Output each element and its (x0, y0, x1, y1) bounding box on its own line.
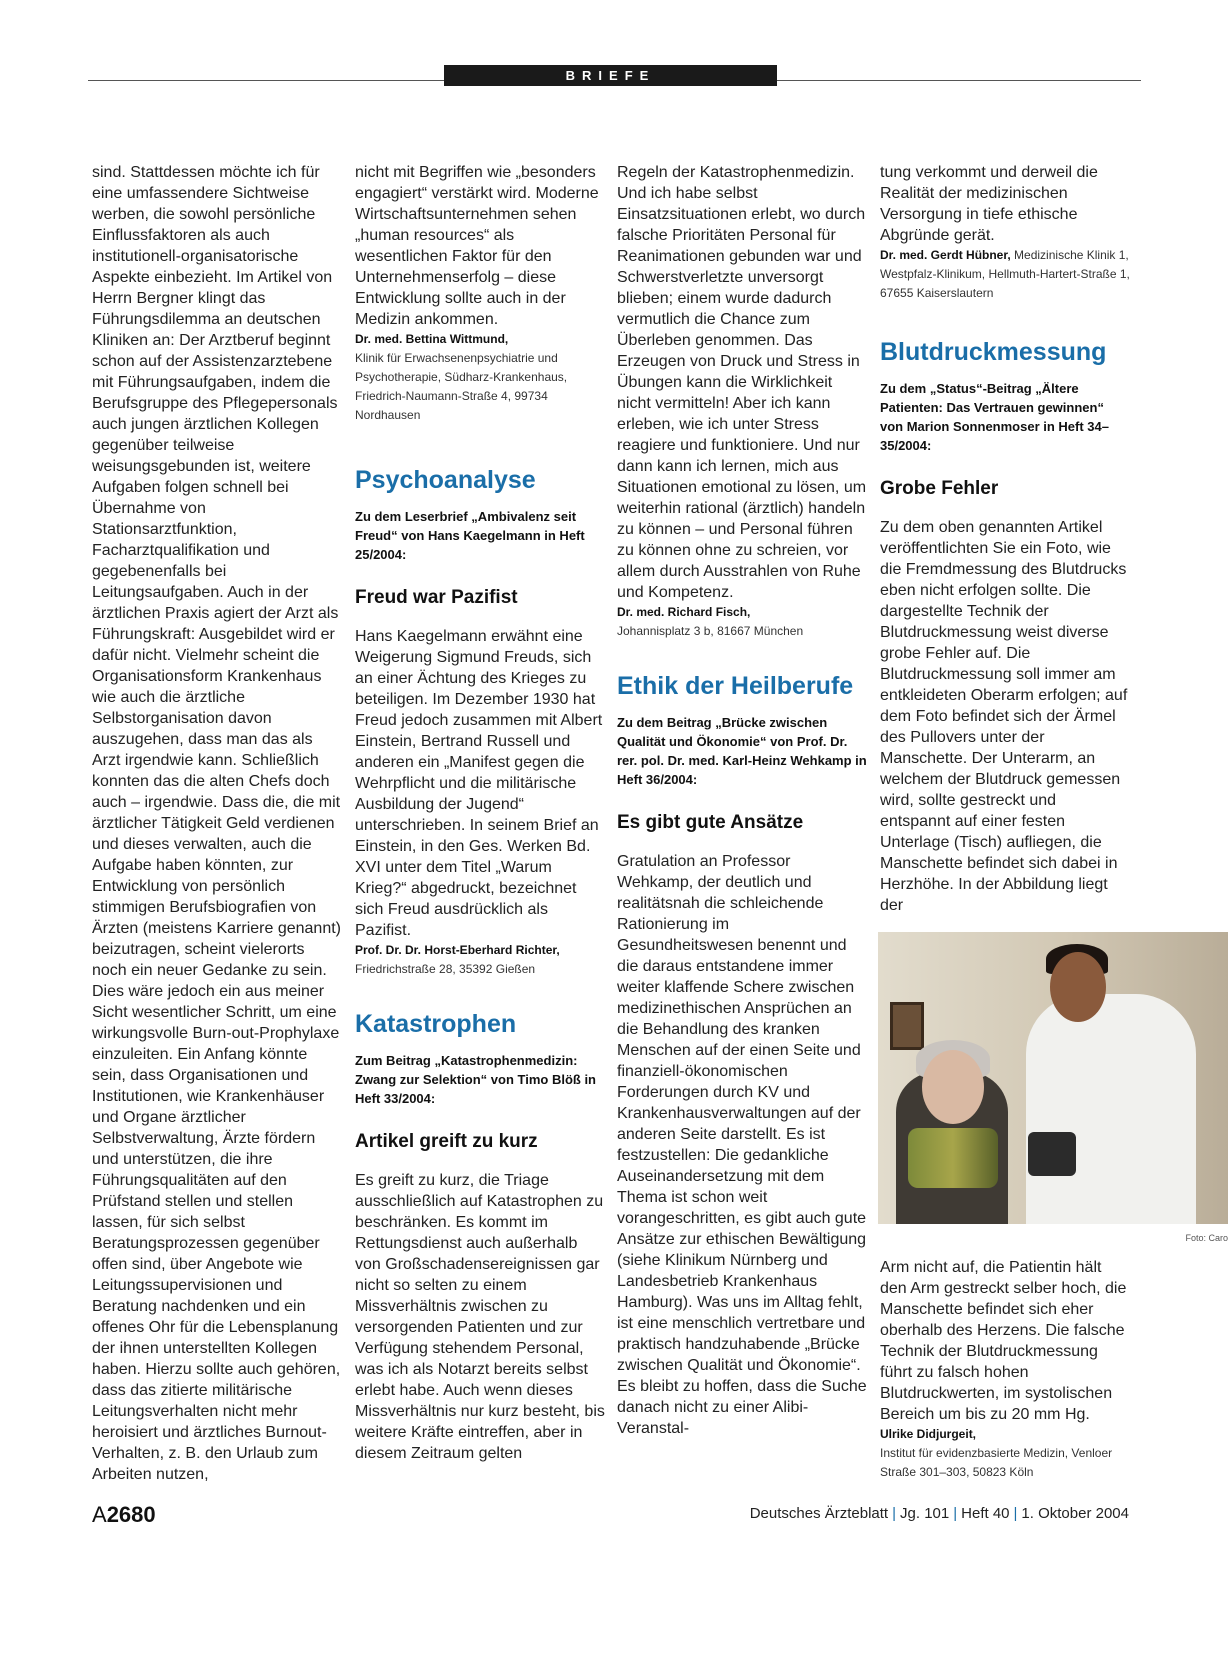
body-text: nicht mit Begriffen wie „besonders engagiert“ verstärkt wird. Moderne Wirtschaftsunternehmen sehen „human resources“ als wesentlichen Faktor für den Unternehmenserfolg – diese Entwicklung sollte auch in der Medizin ankommen. (355, 164, 599, 328)
page-number-value: 2680 (106, 1502, 156, 1527)
author-address: Klinik für Erwachsenenpsychiatrie und Psychotherapie, Südharz-Krankenhaus, Friedrich-Naumann-Straße 4, 99734 Nordhausen (355, 351, 568, 422)
blood-pressure-photo (878, 932, 1228, 1224)
journal-volume: Jg. 101 (900, 1505, 950, 1522)
author-name: Dr. med. Richard Fisch, (617, 605, 751, 619)
letter-author (355, 330, 605, 425)
reference-line: Zu dem Leserbrief „Ambivalenz seit Freud“ von Hans Kaegelmann in Heft 25/2004: (355, 509, 585, 562)
column-2 (355, 162, 605, 1464)
body-text: Regeln der Katastrophenmedizin. Und ich habe selbst Einsatzsituationen erlebt, wo durch falsche Prioritäten Personal für Reanimationen gebunden war und Schwerstverletzte unversorgt blieben; einem wurde dadurch vermutlich die Chance zum Überleben genommen. Das Erzeugen von Druck und Stress in Übungen kann die Wirklichkeit nicht vermitteln! Aber ich kann erleben, wie ich unter Stress reagiere und funktioniere. Und nur dann kann ich lernen, mich aus Situationen emotional zu lösen, um weiterhin rational (ärztlich) handeln zu können – und Personal führen zu können ohne zu schreien, vor allem durch Ausstrahlen von Ruhe und Kompetenz. (617, 164, 867, 601)
journal-name: Deutsches Ärzteblatt (749, 1505, 889, 1522)
author-name: Prof. Dr. Dr. Horst-Eberhard Richter, (355, 943, 560, 957)
column-1 (92, 162, 342, 1485)
letter-author (617, 603, 867, 641)
journal-footer: Deutsches Ärzteblatt | Jg. 101 | Heft 40 | 1. Oktober 2004 (749, 1505, 1129, 1522)
body-text: tung verkommt und derweil die Realität der medizinischen Versorgung in tiefe ethische Abgründe gerät. (880, 164, 1098, 244)
author-address: Friedrichstraße 28, 35392 Gießen (355, 962, 536, 976)
column-3 (617, 162, 867, 1439)
body-text: Arm nicht auf, die Patientin hält den Arm gestreckt selber hoch, die Manschette befindet sich eher oberhalb des Herzens. Die falsche Technik der Blutdruckmessung führt zu falsch hohen Blutdruckwerten, im systolischen Bereich um bis zu 20 mm Hg. (880, 1259, 1127, 1423)
section-title: Katastrophen (355, 1010, 517, 1038)
photo-credit: Foto: Caro (1185, 1233, 1228, 1243)
page-prefix: A (92, 1502, 107, 1527)
body-text: Hans Kaegelmann erwähnt eine Weigerung Sigmund Freuds, sich an einer Ächtung des Krieges zu beteiligen. Im Dezember 1930 hat Freud jedoch zusammen mit Albert Einstein, Bertrand Russell und anderen ein „Manifest gegen die Wehrpflicht und die militärische Ausbildung der Jugend“ unterschrieben. In seinem Brief an Einstein, in den Ges. Werken Bd. XVI unter dem Titel „Warum Krieg?“ abgedruckt, bezeichnet sich Freud ausdrücklich als Pazifist. (355, 628, 603, 939)
letter-author (355, 941, 605, 979)
body-text: sind. Stattdessen möchte ich für eine umfassendere Sichtweise werben, die sowohl persönliche Einflussfaktoren als auch institutionell-organisatorische Aspekte einbezieht. Im Artikel von Herrn Bergner klingt das Führungsdilemma an deutschen Kliniken an: Der Arztberuf beginnt schon auf der Assistenzarztebene mit Führungsaufgaben, indem die Berufsgruppe des Pflegepersonals auch jungen ärztlichen Kollegen gegenüber teilweise weisungsgebunden ist, weitere Aufgaben folgen schnell bei Übernahme von Stationsarztfunktion, Facharztqualifikation und gegebenenfalls bei Leitungsaufgaben. Auch in der ärztlichen Praxis agiert der Arzt als Führungskraft: Ausgebildet wird er dafür nicht. Vielmehr scheint die Organisationsform Krankenhaus wie auch die ärztliche Selbstorganisation davon auszugehen, dass man das als Arzt irgendwie kann. Schließlich konnten das die alten Chefs doch auch – irgendwie. Dass die, die mit ärztlicher Tätigkeit Geld verdienen und dieses verwalten, auch die Aufgabe haben könnten, zur Entwicklung von persönlich stimmigen Berufsbiografien von Ärzten (meistens Karriere genannt) beizutragen, scheint vielerorts noch ein neuer Gedanke zu sein. Dies wäre jedoch ein aus meiner Sicht wesentlicher Schritt, um eine wirkungsvolle Burn-out-Prophylaxe einzuleiten. Ein Anfang könnte sein, dass Organisationen und Institutionen, wie Krankenhäuser und Organe ärztlicher Selbstverwaltung, Ärzte fördern und unterstützen, die ihre Führungsqualitäten auf den Prüfstand stellen und stellen lassen, für sich selbst Beratungsprozessen gegenüber offen sind, über Angebote wie Leitungssupervisionen und Beratung nachdenken und ein offenes Ohr für die Lebensplanung der ihnen unterstellten Kollegen haben. Hierzu sollte auch gehören, dass das zitierte militärische Leitungsverhalten nicht mehr heroisiert und ärztliches Burnout-Verhalten, z. B. den Urlaub zum Arbeiten nutzen, (92, 164, 341, 1483)
author-address: Johannisplatz 3 b, 81667 München (617, 624, 804, 638)
section-title: Blutdruckmessung (880, 338, 1107, 366)
letter-subhead: Es gibt gute Ansätze (617, 812, 804, 833)
author-address: Medizinische Klinik 1, Westpfalz-Klinikum, Hellmuth-Hartert-Straße 1, 67655 Kaiserslautern (880, 248, 1130, 300)
section-title: Psychoanalyse (355, 466, 536, 494)
letter-author (880, 1425, 1130, 1482)
body-text: Gratulation an Professor Wehkamp, der deutlich und realitätsnah die schleichende Rationierung im Gesundheitswesen benennt und die daraus entstandene immer weiter klaffende Schere zwischen medizinethischen Ansprüchen an die Behandlung des kranken Menschen auf der einen Seite und finanziell-ökonomischen Forderungen durch KV und Krankenhausverwaltungen auf der anderen Seite darstellt. Es ist festzustellen: Die gedankliche Auseinandersetzung mit dem Thema ist schon weit vorangeschritten, es gibt auch gute Ansätze zur ethischen Bewältigung (siehe Klinikum Nürnberg und Landesbetrieb Krankenhaus Hamburg). Was uns im Alltag fehlt, ist eine menschlich vertretbare und praktisch handzuhabende „Brücke zwischen Qualität und Ökonomie“. Es bleibt zu hoffen, dass die Suche danach nicht zu einer Alibi-Veranstal- (617, 853, 867, 1437)
journal-issue: Heft 40 (961, 1505, 1010, 1522)
author-address: Institut für evidenzbasierte Medizin, Venloer Straße 301–303, 50823 Köln (880, 1446, 1113, 1479)
section-title: Ethik der Heilberufe (617, 672, 854, 700)
reference-line: Zu dem Beitrag „Brücke zwischen Qualität und Ökonomie“ von Prof. Dr. rer. pol. Dr. med. Karl-Heinz Wehkamp in Heft 36/2004: (617, 715, 867, 787)
reference-line: Zu dem „Status“-Beitrag „Ältere Patienten: Das Vertrauen gewinnen“ von Marion Sonnenmoser in Heft 34–35/2004: (880, 381, 1109, 453)
author-name: Dr. med. Bettina Wittmund, (355, 332, 509, 346)
journal-date: 1. Oktober 2004 (1021, 1505, 1129, 1522)
letter-subhead: Freud war Pazifist (355, 587, 518, 608)
section-header: BRIEFE (444, 65, 777, 86)
reference-line: Zum Beitrag „Katastrophenmedizin: Zwang zur Selektion“ von Timo Blöß in Heft 33/2004: (355, 1053, 596, 1106)
page-number (92, 1502, 156, 1528)
author-name: Ulrike Didjurgeit, (880, 1427, 977, 1441)
body-text: Es greift zu kurz, die Triage ausschließlich auf Katastrophen zu beschränken. Es kommt im Rettungsdienst auch außerhalb von Großschadensereignissen gar nicht so selten zu einem Missverhältnis zwischen zu versorgenden Patienten und zur Verfügung stehendem Personal, was ich als Notarzt bereits selbst erlebt habe. Auch wenn dieses Missverhältnis nur kurz besteht, bis weitere Kräfte eintreffen, aber in diesem Zeitraum gelten (355, 1172, 605, 1462)
letter-author (880, 246, 1130, 303)
letter-subhead: Grobe Fehler (880, 478, 999, 499)
author-name: Dr. med. Gerdt Hübner, (880, 248, 1011, 262)
column-4 (880, 162, 1228, 1482)
letter-subhead: Artikel greift zu kurz (355, 1131, 538, 1152)
body-text: Zu dem oben genannten Artikel veröffentlichten Sie ein Foto, wie die Fremdmessung des Blutdrucks eben nicht erfolgen sollte. Die dargestellte Technik der Blutdruckmessung weist diverse grobe Fehler auf. Die Blutdruckmessung soll immer am entkleideten Oberarm erfolgen; auf dem Foto befindet sich der Ärmel des Pullovers unter der Manschette. Der Unterarm, an welchem der Blutdruck gemessen wird, sollte gestreckt und entspannt auf einer festen Unterlage (Tisch) aufliegen, die Manschette befindet sich dabei in Herzhöhe. In der Abbildung liegt der (880, 519, 1128, 914)
